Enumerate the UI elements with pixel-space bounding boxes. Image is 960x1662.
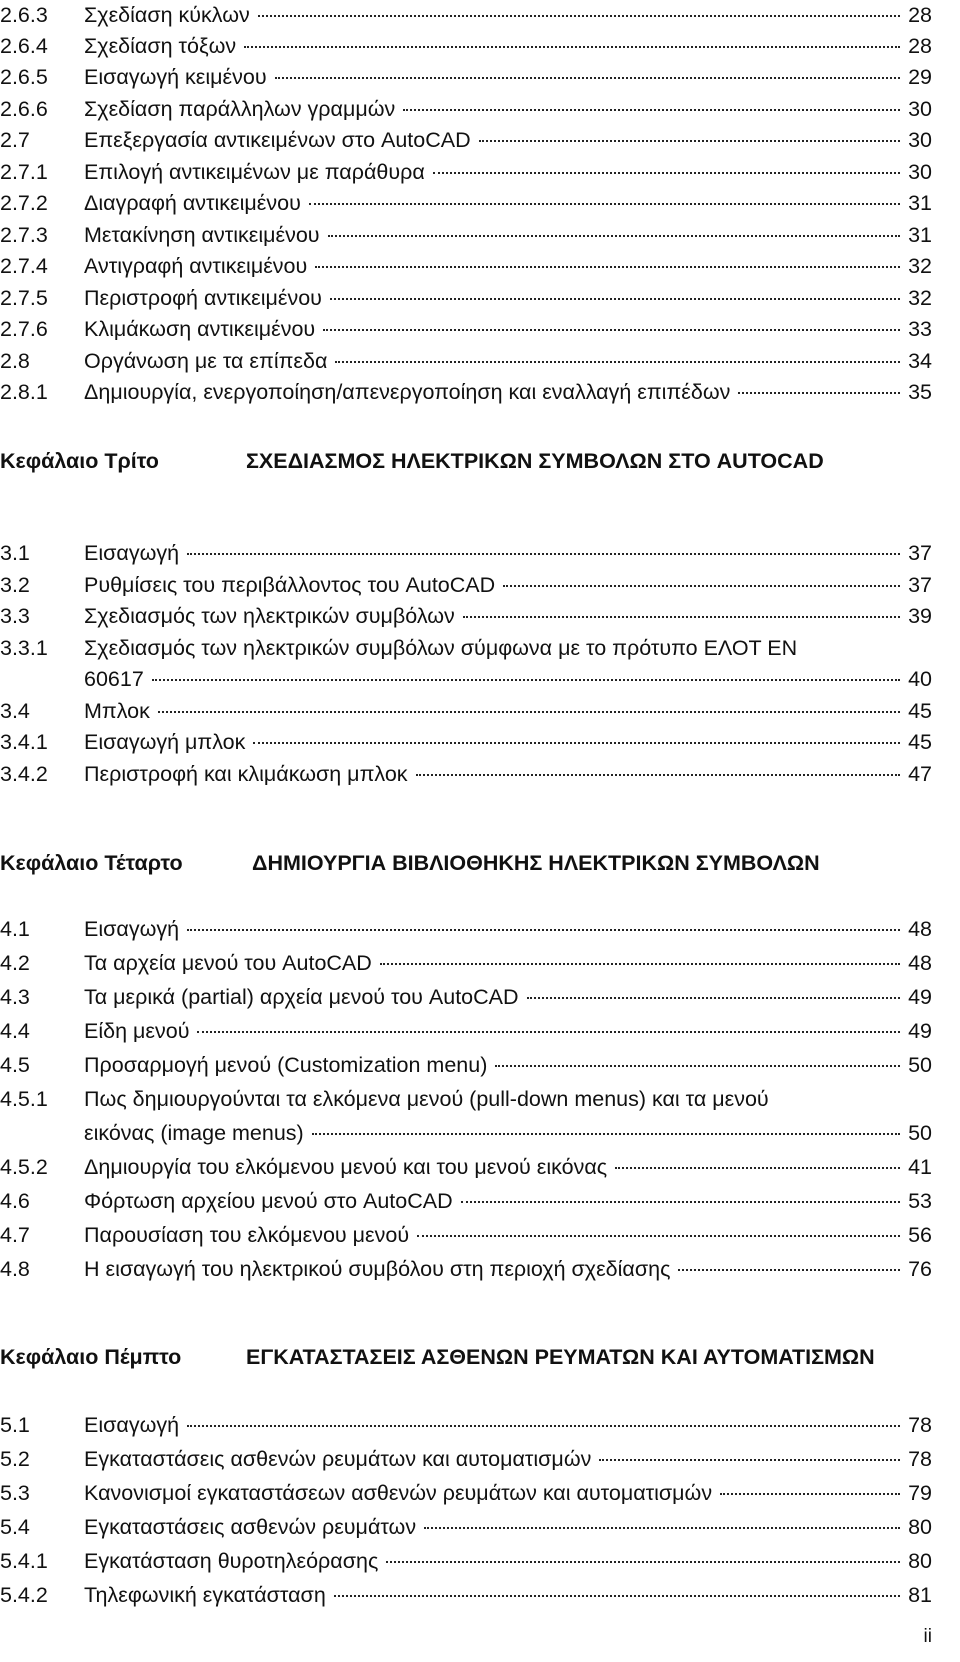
leader-dots: [403, 109, 900, 111]
toc-entry-title: Προσαρμογή μενού (Customization menu): [84, 1053, 488, 1077]
toc-entry-title: Δημιουργία του ελκόμενου μενού και του μενού εικόνας: [84, 1155, 608, 1179]
leader-dots: [335, 361, 900, 363]
toc-entry-title: Εισαγωγή μπλοκ: [84, 730, 246, 754]
leader-dots: [503, 585, 900, 587]
leader-dots: [244, 46, 900, 48]
toc-entry-title: Παρουσίαση του ελκόμενου μενού: [84, 1223, 410, 1247]
toc-entry-page: 28: [908, 34, 932, 58]
toc-entry-page: 29: [908, 65, 932, 89]
leader-dots: [386, 1561, 900, 1563]
leader-dots: [158, 711, 900, 713]
leader-dots: [323, 329, 900, 331]
leader-dots: [495, 1065, 900, 1067]
toc-entry-number: 5.2: [0, 1447, 30, 1471]
toc-entry-page: 30: [908, 160, 932, 184]
chapter-title: ΕΓΚΑΤΑΣΤΑΣΕΙΣ ΑΣΘΕΝΩΝ ΡΕΥΜΑΤΩΝ ΚΑΙ ΑΥΤΟΜΑΤΙΣΜΩΝ: [246, 1345, 875, 1369]
toc-entry-page: 30: [908, 97, 932, 121]
toc-entry[interactable]: [0, 1512, 932, 1542]
toc-entry-page: 45: [908, 699, 932, 723]
toc-entry-number: 2.7: [0, 128, 30, 152]
toc-entry-title: Η εισαγωγή του ηλεκτρικού συμβόλου στη περιοχή σχεδίασης: [84, 1257, 671, 1281]
toc-entry-page: 80: [908, 1515, 932, 1539]
toc-entry-page: 37: [908, 573, 932, 597]
leader-dots: [253, 742, 900, 744]
toc-entry-number: 3.4.2: [0, 762, 48, 786]
toc-entry-number: 2.8.1: [0, 380, 48, 404]
toc-entry-number: 3.4.1: [0, 730, 48, 754]
toc-entry-title: Σχεδίαση τόξων: [84, 34, 237, 58]
leader-dots: [187, 929, 900, 931]
toc-entry-number: 5.4: [0, 1515, 30, 1539]
toc-entry-page: 53: [908, 1189, 932, 1213]
toc-entry-title: Αντιγραφή αντικειμένου: [84, 254, 308, 278]
toc-entry[interactable]: [0, 696, 932, 726]
leader-dots: [258, 15, 900, 17]
leader-dots: [330, 298, 900, 300]
toc-entry-title: Σχεδιασμός των ηλεκτρικών συμβόλων σύμφωνα με το πρότυπο ΕΛΟΤ ΕΝ: [84, 636, 798, 660]
leader-dots: [315, 266, 900, 268]
leader-dots: [309, 203, 900, 205]
leader-dots: [275, 77, 900, 79]
toc-entry[interactable]: [0, 1410, 932, 1440]
toc-entry-number: 2.7.1: [0, 160, 48, 184]
toc-entry[interactable]: [0, 1254, 932, 1284]
toc-entry[interactable]: [0, 570, 932, 600]
toc-entry-number: 2.7.4: [0, 254, 48, 278]
toc-entry-page: 49: [908, 985, 932, 1009]
toc-entry-title: Εισαγωγή: [84, 917, 180, 941]
toc-entry-page: 48: [908, 917, 932, 941]
toc-entry-title: Τηλεφωνική εγκατάσταση: [84, 1583, 326, 1607]
toc-entry[interactable]: [0, 1152, 932, 1182]
toc-entry-title: Εγκαταστάσεις ασθενών ρευμάτων: [84, 1515, 417, 1539]
toc-entry-title: Τα μερικά (partial) αρχεία μενού του AutoCAD: [84, 985, 519, 1009]
toc-entry-title: Σχεδιασμός των ηλεκτρικών συμβόλων: [84, 604, 455, 628]
leader-dots: [463, 616, 900, 618]
leader-dots: [152, 679, 900, 681]
toc-entry-title: Φόρτωση αρχείου μενού στο AutoCAD: [84, 1189, 453, 1213]
toc-entry-number: 4.2: [0, 951, 30, 975]
toc-entry-number: 5.4.1: [0, 1549, 48, 1573]
toc-entry[interactable]: [0, 1186, 932, 1216]
leader-dots: [678, 1269, 900, 1271]
toc-entry-title: Εισαγωγή: [84, 1413, 180, 1437]
leader-dots: [615, 1167, 900, 1169]
toc-entry-page: 80: [908, 1549, 932, 1573]
toc-entry[interactable]: [0, 125, 932, 155]
toc-entry-title: Περιστροφή και κλιμάκωση μπλοκ: [84, 762, 408, 786]
chapter-heading[interactable]: [0, 446, 932, 476]
leader-dots: [461, 1201, 900, 1203]
chapter-label: Κεφάλαιο Τρίτο: [0, 449, 159, 473]
toc-entry[interactable]: [0, 914, 932, 944]
leader-dots: [416, 774, 900, 776]
toc-entry[interactable]: [0, 157, 932, 187]
toc-entry-title: Πως δημιουργούνται τα ελκόμενα μενού (pull-down menus) και τα μενού: [84, 1087, 769, 1111]
toc-entry-title: Διαγραφή αντικειμένου: [84, 191, 301, 215]
toc-entry-page: 41: [908, 1155, 932, 1179]
toc-entry-title: Εγκαταστάσεις ασθενών ρευμάτων και αυτοματισμών: [84, 1447, 592, 1471]
toc-entry-title: Κλιμάκωση αντικειμένου: [84, 317, 316, 341]
chapter-title: ΣΧΕΔΙΑΣΜΟΣ ΗΛΕΚΤΡΙΚΩΝ ΣΥΜΒΟΛΩΝ ΣΤΟ AUTOCAD: [246, 449, 824, 473]
leader-dots: [424, 1527, 900, 1529]
toc-entry-title-continued: εικόνας (image menus): [84, 1121, 304, 1145]
toc-entry[interactable]: [0, 538, 932, 568]
chapter-label: Κεφάλαιο Τέταρτο: [0, 851, 183, 875]
leader-dots: [197, 1031, 900, 1033]
toc-entry[interactable]: [0, 251, 932, 281]
toc-entry-page: 33: [908, 317, 932, 341]
toc-entry-page: 81: [908, 1583, 932, 1607]
toc-entry-continuation[interactable]: [0, 664, 932, 694]
toc-entry-title: Οργάνωση με τα επίπεδα: [84, 349, 328, 373]
toc-entry-page: 40: [908, 667, 932, 691]
toc-entry-title: Εγκατάσταση θυροτηλεόρασης: [84, 1549, 379, 1573]
toc-entry[interactable]: [0, 1444, 932, 1474]
toc-entry-number: 4.8: [0, 1257, 30, 1281]
toc-entry-title: Δημιουργία, ενεργοποίηση/απενεργοποίηση και εναλλαγή επιπέδων: [84, 380, 731, 404]
toc-entry[interactable]: [0, 1546, 932, 1576]
toc-entry-number: 4.7: [0, 1223, 30, 1247]
toc-entry-number: 2.8: [0, 349, 30, 373]
leader-dots: [187, 553, 900, 555]
toc-entry[interactable]: [0, 62, 932, 92]
toc-entry[interactable]: [0, 31, 932, 61]
toc-entry-number: 5.3: [0, 1481, 30, 1505]
toc-entry[interactable]: [0, 633, 932, 663]
toc-entry-page: 32: [908, 254, 932, 278]
toc-entry-page: 78: [908, 1413, 932, 1437]
toc-entry[interactable]: [0, 0, 932, 30]
toc-entry-title-continued: 60617: [84, 667, 144, 691]
toc-entry[interactable]: [0, 188, 932, 218]
toc-entry-number: 4.5: [0, 1053, 30, 1077]
toc-entry-title: Μπλοκ: [84, 699, 150, 723]
toc-entry[interactable]: [0, 601, 932, 631]
toc-entry-page: 78: [908, 1447, 932, 1471]
toc-entry[interactable]: [0, 346, 932, 376]
toc-entry-number: 3.3.1: [0, 636, 48, 660]
toc-entry-page: 31: [908, 223, 932, 247]
toc-entry[interactable]: [0, 1084, 932, 1114]
leader-dots: [312, 1133, 900, 1135]
toc-entry[interactable]: [0, 94, 932, 124]
leader-dots: [599, 1459, 900, 1461]
leader-dots: [738, 392, 900, 394]
toc-entry[interactable]: [0, 1478, 932, 1508]
toc-entry-page: 39: [908, 604, 932, 628]
toc-entry-title: Κανονισμοί εγκαταστάσεων ασθενών ρευμάτων και αυτοματισμών: [84, 1481, 713, 1505]
toc-entry-page: 79: [908, 1481, 932, 1505]
toc-entry-page: 76: [908, 1257, 932, 1281]
toc-entry-number: 4.5.1: [0, 1087, 48, 1111]
toc-entry-title: Είδη μενού: [84, 1019, 190, 1043]
toc-entry-title: Σχεδίαση παράλληλων γραμμών: [84, 97, 396, 121]
toc-entry-number: 3.4: [0, 699, 30, 723]
toc-entry-number: 2.7.5: [0, 286, 48, 310]
toc-entry-page: 47: [908, 762, 932, 786]
toc-entry-title: Σχεδίαση κύκλων: [84, 3, 250, 27]
toc-entry-page: 56: [908, 1223, 932, 1247]
toc-entry-title: Μετακίνηση αντικειμένου: [84, 223, 320, 247]
toc-entry-number: 4.6: [0, 1189, 30, 1213]
toc-entry-number: 2.6.3: [0, 3, 48, 27]
leader-dots: [187, 1425, 900, 1427]
toc-entry-number: 2.6.5: [0, 65, 48, 89]
toc-entry-page: 28: [908, 3, 932, 27]
toc-entry[interactable]: [0, 377, 932, 407]
toc-entry-number: 2.7.6: [0, 317, 48, 341]
toc-entry-number: 4.4: [0, 1019, 30, 1043]
toc-entry[interactable]: [0, 1220, 932, 1250]
chapter-heading[interactable]: [0, 848, 932, 878]
toc-entry-title: Επεξεργασία αντικειμένων στο AutoCAD: [84, 128, 471, 152]
leader-dots: [479, 140, 900, 142]
toc-entry[interactable]: [0, 1580, 932, 1610]
toc-entry-page: 32: [908, 286, 932, 310]
toc-entry-title: Τα αρχεία μενού του AutoCAD: [84, 951, 372, 975]
toc-entry-number: 2.6.4: [0, 34, 48, 58]
toc-entry-number: 3.3: [0, 604, 30, 628]
toc-entry-title: Εισαγωγή: [84, 541, 180, 565]
toc-entry-number: 3.2: [0, 573, 30, 597]
toc-entry-number: 4.3: [0, 985, 30, 1009]
leader-dots: [380, 963, 900, 965]
toc-entry-continuation[interactable]: [0, 1118, 932, 1148]
toc-entry-title: Ρυθμίσεις του περιβάλλοντος του AutoCAD: [84, 573, 496, 597]
chapter-label: Κεφάλαιο Πέμπτο: [0, 1345, 182, 1369]
toc-entry-title: Περιστροφή αντικειμένου: [84, 286, 322, 310]
toc-entry-page: 35: [908, 380, 932, 404]
toc-entry[interactable]: [0, 1050, 932, 1080]
leader-dots: [527, 997, 900, 999]
toc-entry-page: 34: [908, 349, 932, 373]
toc-entry-number: 4.5.2: [0, 1155, 48, 1179]
toc-entry[interactable]: [0, 283, 932, 313]
toc-entry-page: 48: [908, 951, 932, 975]
chapter-heading[interactable]: [0, 1342, 932, 1372]
toc-entry-title: Εισαγωγή κειμένου: [84, 65, 267, 89]
chapter-title: ΔΗΜΙΟΥΡΓΙΑ ΒΙΒΛΙΟΘΗΚΗΣ ΗΛΕΚΤΡΙΚΩΝ ΣΥΜΒΟΛΩΝ: [252, 851, 820, 875]
toc-entry[interactable]: [0, 314, 932, 344]
toc-entry[interactable]: [0, 727, 932, 757]
toc-entry-number: 4.1: [0, 917, 30, 941]
toc-entry-title: Επιλογή αντικειμένων με παράθυρα: [84, 160, 425, 184]
leader-dots: [328, 235, 900, 237]
toc-entry-page: 45: [908, 730, 932, 754]
toc-entry[interactable]: [0, 1016, 932, 1046]
toc-entry[interactable]: [0, 220, 932, 250]
toc-entry-number: 5.1: [0, 1413, 30, 1437]
leader-dots: [433, 172, 900, 174]
leader-dots: [334, 1595, 900, 1597]
leader-dots: [417, 1235, 900, 1237]
leader-dots: [720, 1493, 900, 1495]
toc-entry-number: 2.7.3: [0, 223, 48, 247]
toc-entry-number: 2.6.6: [0, 97, 48, 121]
page-number: ii: [923, 1626, 932, 1647]
toc-entry-number: 3.1: [0, 541, 30, 565]
toc-entry-page: 31: [908, 191, 932, 215]
toc-entry-page: 30: [908, 128, 932, 152]
toc-entry-page: 49: [908, 1019, 932, 1043]
toc-entry-number: 5.4.2: [0, 1583, 48, 1607]
toc-entry-number: 2.7.2: [0, 191, 48, 215]
toc-entry[interactable]: [0, 982, 932, 1012]
toc-entry[interactable]: [0, 948, 932, 978]
toc-entry-page: 50: [908, 1053, 932, 1077]
toc-entry-page: 37: [908, 541, 932, 565]
toc-entry-page: 50: [908, 1121, 932, 1145]
toc-entry[interactable]: [0, 759, 932, 789]
